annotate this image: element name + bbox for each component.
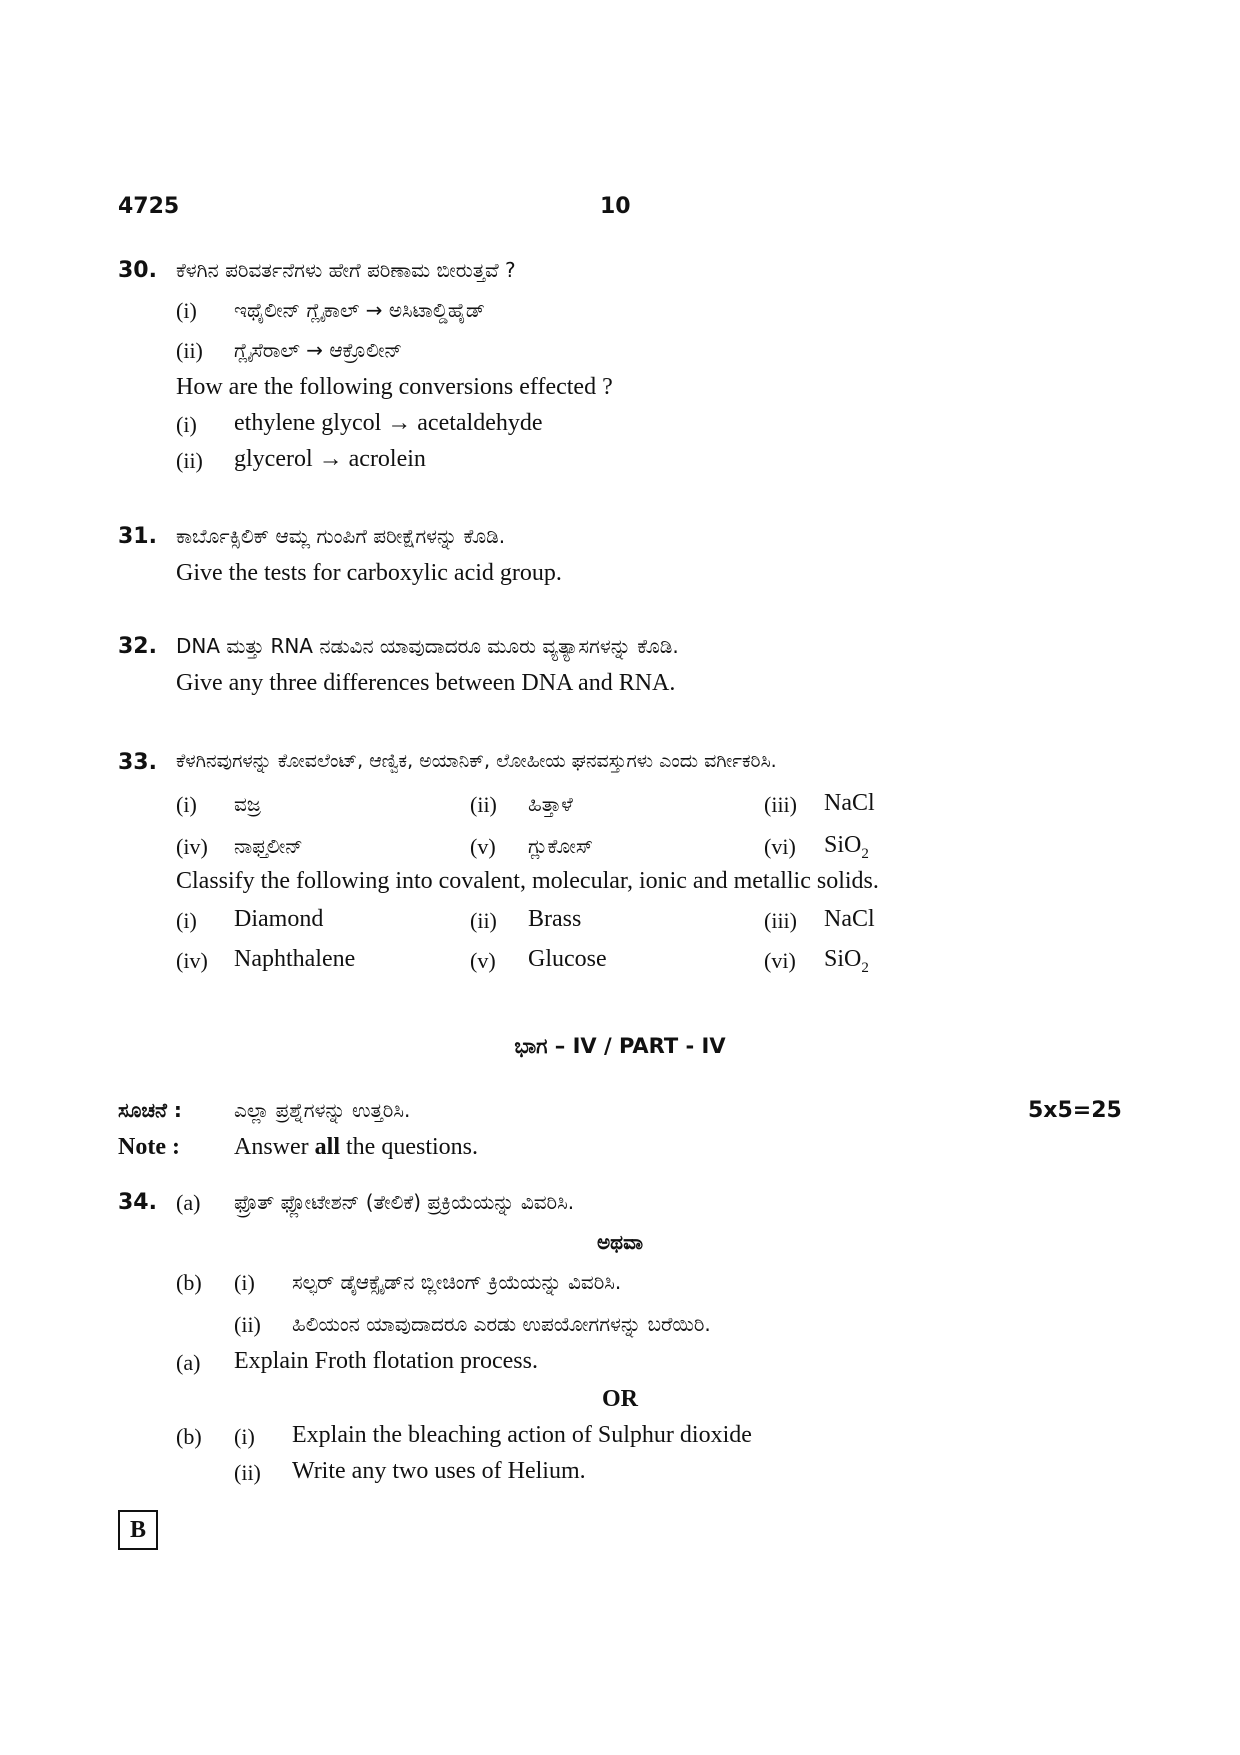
q33-kn-item-text: NaCl xyxy=(824,790,875,816)
q30-kn-item-label: (i) xyxy=(176,298,197,323)
q34-kn-b-label: (b) xyxy=(176,1270,202,1295)
q33-en-item-text: Naphthalene xyxy=(234,946,356,972)
q34-en-b-ii-text: Write any two uses of Helium. xyxy=(292,1458,586,1484)
q34-kn-a-text: ಫ್ರೊತ್ ಫ್ಲೋಟೇಶನ್ (ತೇಲಿಕೆ) ಪ್ರಕ್ರಿಯೆಯನ್ನು ವಿವರಿಸಿ. xyxy=(234,1190,575,1214)
q33-kn-item-text: ಗ್ಲುಕೋಸ್ xyxy=(528,834,593,858)
marks-scheme: 5x5=25 xyxy=(1028,1098,1122,1123)
q33-en-item-text: Diamond xyxy=(234,906,324,932)
page-number: 10 xyxy=(600,194,631,219)
question-number-34: 34. xyxy=(118,1190,157,1215)
q34-kn-b-i-text: ಸಲ್ಫರ್ ಡೈಆಕ್ಸೈಡ್‌ನ ಬ್ಲೀಚಿಂಗ್ ಕ್ರಿಯೆಯನ್ನು ವಿವರಿಸಿ. xyxy=(292,1270,622,1294)
q33-en-item-formula: SiO$_2$ xyxy=(824,946,869,976)
q30-en-item-label: (i) xyxy=(176,412,197,437)
q33-en-item-label: (iv) xyxy=(176,948,208,973)
q32-kannada-text: DNA ಮತ್ತು RNA ನಡುವಿನ ಯಾವುದಾದರೂ ಮೂರು ವ್ಯತ್ಯಾಸಗಳನ್ನು ಕೊಡಿ. xyxy=(176,634,679,658)
q30-english-question: How are the following conversions effected ? xyxy=(176,374,613,400)
q34-kn-b-ii-text: ಹಿಲಿಯಂನ ಯಾವುದಾದರೂ ಎರಡು ಉಪಯೋಗಗಳನ್ನು ಬರೆಯಿರಿ. xyxy=(292,1312,711,1336)
question-number-31: 31. xyxy=(118,524,157,549)
q30-en-item-text: glycerol → acrolein xyxy=(234,446,426,472)
q34-en-b-label: (b) xyxy=(176,1424,202,1449)
q34-en-b-i-text: Explain the bleaching action of Sulphur dioxide xyxy=(292,1422,752,1448)
q33-kn-item-formula: SiO$_2$ xyxy=(824,832,869,862)
q30-en-item-text: ethylene glycol → acetaldehyde xyxy=(234,410,543,436)
q30-kn-item-text: ಗ್ಲೈಸೆರಾಲ್ → ಆಕ್ರೊಲೀನ್ xyxy=(234,338,403,362)
q34-en-a-label: (a) xyxy=(176,1350,201,1375)
or-separator-kannada: ಅಥವಾ xyxy=(597,1230,643,1254)
q30-kannada-question: ಕೆಳಗಿನ ಪರಿವರ್ತನೆಗಳು ಹೇಗೆ ಪರಿಣಾಮ ಬೀರುತ್ತವೆ ? xyxy=(176,258,516,282)
question-number-30: 30. xyxy=(118,258,157,283)
q33-en-item-label: (i) xyxy=(176,908,197,933)
paper-code: 4725 xyxy=(118,194,180,219)
note-text-kannada: ಎಲ್ಲಾ ಪ್ರಶ್ನೆಗಳನ್ನು ಉತ್ತರಿಸಿ. xyxy=(234,1098,411,1122)
q33-kannada-text: ಕೆಳಗಿನವುಗಳನ್ನು ಕೋವಲೆಂಟ್, ಆಣ್ವಿಕ, ಅಯಾನಿಕ್, ಲೋಹೀಯ ಘನವಸ್ತುಗಳು ಎಂದು ವರ್ಗೀಕರಿಸಿ. xyxy=(176,750,777,772)
q33-en-item-label: (iii) xyxy=(764,908,797,933)
q33-en-item-label: (v) xyxy=(470,948,496,973)
q33-english-text: Classify the following into covalent, molecular, ionic and metallic solids. xyxy=(176,868,879,894)
q31-kannada-text: ಕಾರ್ಬೊಕ್ಸಿಲಿಕ್ ಆಮ್ಲ ಗುಂಪಿಗೆ ಪರೀಕ್ಷೆಗಳನ್ನು ಕೊಡಿ. xyxy=(176,524,506,548)
q33-kn-item-text: ಹಿತ್ತಾಳೆ xyxy=(528,792,573,816)
question-number-32: 32. xyxy=(118,634,157,659)
q33-kn-item-label: (vi) xyxy=(764,834,796,859)
version-box: B xyxy=(118,1510,158,1550)
q33-kn-item-label: (ii) xyxy=(470,792,497,817)
note-label-kannada: ಸೂಚನೆ : xyxy=(118,1098,182,1122)
q30-kn-item-label: (ii) xyxy=(176,338,203,363)
q33-kn-item-text: ವಜ್ರ xyxy=(234,792,262,816)
q33-kn-item-label: (iv) xyxy=(176,834,208,859)
question-number-33: 33. xyxy=(118,750,157,775)
q33-kn-item-label: (iii) xyxy=(764,792,797,817)
or-separator-english: OR xyxy=(602,1386,638,1412)
q33-en-item-label: (ii) xyxy=(470,908,497,933)
q33-en-item-label: (vi) xyxy=(764,948,796,973)
q34-en-a-text: Explain Froth flotation process. xyxy=(234,1348,538,1374)
note-label-english: Note : xyxy=(118,1134,180,1160)
q34-kn-b-i-label: (i) xyxy=(234,1270,255,1295)
q34-kn-a-label: (a) xyxy=(176,1190,201,1215)
q33-kn-item-text: ನಾಫ್ತಲೀನ್ xyxy=(234,834,303,858)
q33-kn-item-label: (i) xyxy=(176,792,197,817)
q34-en-b-i-label: (i) xyxy=(234,1424,255,1449)
q34-en-b-ii-label: (ii) xyxy=(234,1460,261,1485)
q33-en-item-text: Brass xyxy=(528,906,582,932)
q30-kn-item-text: ಇಥೈಲೀನ್ ಗ್ಲೈಕಾಲ್ → ಅಸಿಟಾಲ್ಡಿಹೈಡ್ xyxy=(234,298,486,322)
q32-english-text: Give any three differences between DNA and RNA. xyxy=(176,670,676,696)
part-heading: ಭಾಗ – IV / PART - IV xyxy=(514,1034,726,1058)
q30-en-item-label: (ii) xyxy=(176,448,203,473)
q33-kn-item-label: (v) xyxy=(470,834,496,859)
note-text-english: Answer all the questions. xyxy=(234,1134,478,1160)
q34-kn-b-ii-label: (ii) xyxy=(234,1312,261,1337)
q33-en-item-text: NaCl xyxy=(824,906,875,932)
q33-en-item-text: Glucose xyxy=(528,946,607,972)
q31-english-text: Give the tests for carboxylic acid group. xyxy=(176,560,562,586)
